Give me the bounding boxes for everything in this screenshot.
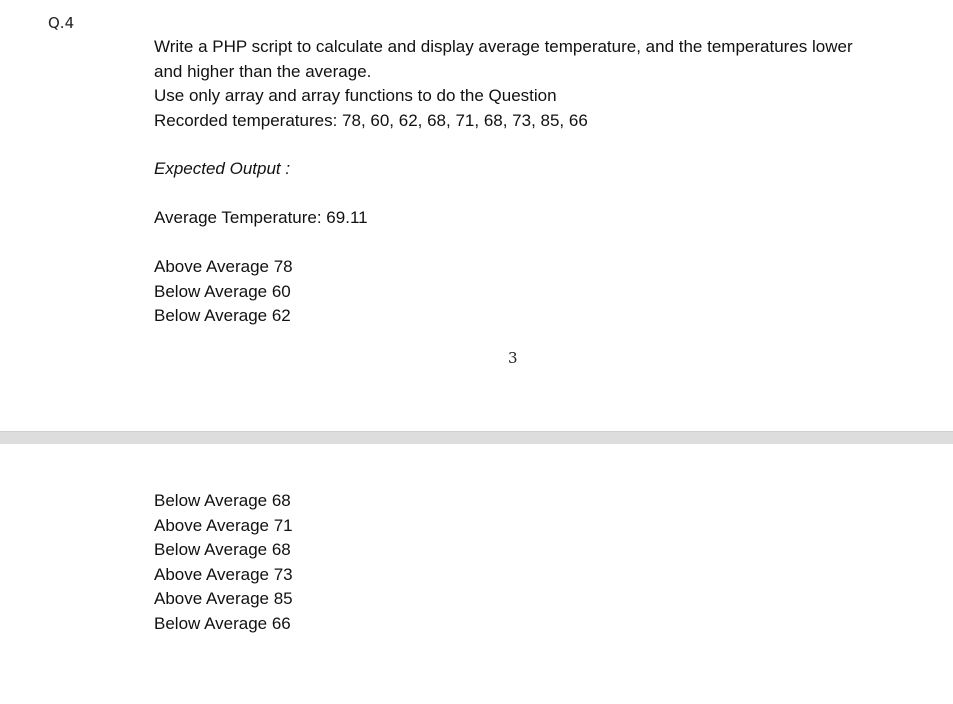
results-list-page-two	[154, 489, 924, 636]
average-temperature-output	[154, 206, 924, 231]
result-line: Above Average 73	[154, 564, 293, 584]
expected-output-label: Expected Output :	[154, 159, 291, 178]
question-line: Write a PHP script to calculate and display average temperature, and the temperatures lower	[154, 37, 853, 56]
average-temperature-line: Average Temperature: 69.11	[154, 208, 368, 227]
question-text	[154, 35, 924, 133]
result-line: Above Average 85	[154, 589, 293, 608]
page-break-separator	[0, 431, 953, 445]
result-line: Below Average 62	[154, 306, 291, 325]
result-line: Below Average 60	[154, 281, 291, 301]
results-list-page-one	[154, 255, 924, 329]
result-line: Below Average 68	[154, 491, 291, 510]
result-line: Above Average 71	[154, 515, 293, 535]
question-line: Recorded temperatures: 78, 60, 62, 68, 71, 68, 73, 85, 66	[154, 110, 588, 130]
question-line: Use only array and array functions to do the Question	[154, 86, 557, 105]
page-number: 3	[508, 349, 518, 367]
result-line: Above Average 78	[154, 257, 293, 276]
result-line: Below Average 66	[154, 613, 291, 633]
question-number: Q.4	[48, 14, 75, 32]
expected-output-heading	[154, 157, 924, 182]
question-line: and higher than the average.	[154, 61, 372, 81]
result-line: Below Average 68	[154, 540, 291, 559]
